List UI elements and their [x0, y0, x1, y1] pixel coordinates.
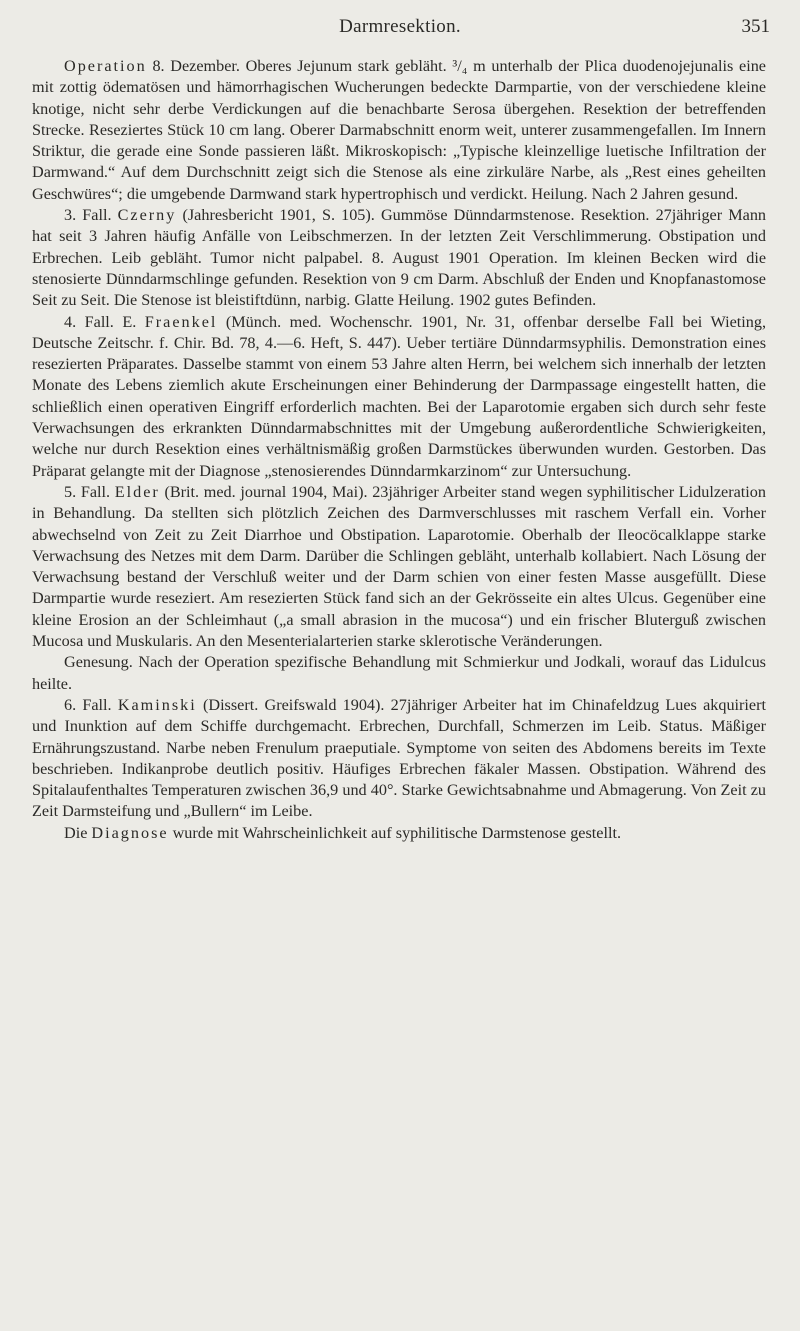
paragraph-text: Genesung. Nach der Operation spezifische Behandlung mit Schmierkur und Jodkali, worauf das Lidulcus heilte. — [32, 653, 766, 693]
paragraph-case-3 — [32, 205, 766, 311]
paragraph-text: (Münch. med. Wochenschr. 1901, Nr. 31, offenbar derselbe Fall bei Wieting, Deutsche Zeitschr. f. Chir. Bd. 78, 4.—6. Heft, S. 447). Ueber tertiäre Dünndarmsyphilis. Demonstration eines resezierten Präparates. Dasselbe stammt von einem 53 Jahre alten Herrn, bei welchem sich innerhalb der letzten Monate des Lebens ziemlich akute Erscheinungen einer Behinderung der Darmpassage eingestellt hatten, die schließlich einen operativen Eingriff erforderlich machten. Bei der Laparotomie ergaben sich durch sehr feste Verwachsungen des erkrankten Dünndarmabschnittes mit der Umgebung außerordentliche Schwierigkeiten, welche nur durch Resektion eines verhältnismäßig großen Darmstückes überwunden wurden. Gestorben. Das Präparat gelangte mit der Diagnose „stenosierendes Dünndarmkarzinom“ zur Untersuchung. — [32, 312, 766, 480]
paragraph-case-6 — [32, 695, 766, 823]
paragraph-lead-spaced: Kaminski — [117, 695, 197, 714]
paragraph-operation-report — [32, 56, 766, 205]
paragraph-case-4 — [32, 312, 766, 482]
page-header — [0, 8, 800, 48]
paragraph-diagnosis — [32, 823, 766, 844]
paragraph-text: wurde mit Wahrscheinlichkeit auf syphilitische Darmstenose gestellt. — [168, 823, 621, 842]
page-number: 351 — [741, 16, 770, 37]
paragraph-lead: 3. Fall. — [64, 206, 118, 225]
paragraph-text: 8. Dezember. Oberes Jejunum stark gebläht. ³/₄ m unterhalb der Plica duodenojejunalis eine mit zottig ödematösen und hämorrhagischen Wucherungen bedeckte Darmpartie, von der verschiedene kleine knotige, nicht sehr derbe Verdickungen auf die benachbarte Serosa übergehen. Resektion der betreffenden Strecke. Reseziertes Stück 10 cm lang. Oberer Darmabschnitt enorm weit, unterer zusammengefallen. Im Innern Striktur, die gerade eine Sonde passieren läßt. Mikroskopisch: „Typische kleinzellige luetische Infiltration der Darmwand.“ Auf dem Durchschnitt zeigt sich die Stenose als eine zirkuläre Narbe, als „Rest eines geheilten Geschwüres“; die umgebende Darmwand stark hypertrophisch und verdickt. Heilung. Nach 2 Jahren gesund. — [32, 57, 766, 203]
paragraph-recovery — [32, 652, 766, 695]
running-title: Darmresektion. — [339, 16, 461, 37]
paragraph-lead: 5. Fall. — [64, 482, 115, 501]
paragraph-text: (Jahresbericht 1901, S. 105). Gummöse Dünndarmstenose. Resektion. 27jähriger Mann hat seit 3 Jahren häufig Anfälle von Leibschmerzen. In der letzten Zeit Verschlimmerung. Obstipation und Erbrechen. Leib gebläht. Tumor nicht palpabel. 8. August 1901 Operation. Im kleinen Becken wird die stenosierte Dünndarmschlinge gefunden. Resektion von 9 cm Darm. Abschluß der Enden und Knopfanastomose Seit zu Seit. Die Stenose ist bleistiftdünn, narbig. Glatte Heilung. 1902 gutes Befinden. — [32, 206, 767, 310]
paragraph-lead-spaced: Fraenkel — [144, 312, 218, 331]
paragraph-lead: Die — [64, 823, 92, 842]
body-text — [32, 56, 766, 844]
paragraph-lead-spaced: Diagnose — [91, 823, 169, 842]
paragraph-lead: 6. Fall. — [64, 695, 118, 714]
paragraph-text: (Dissert. Greifswald 1904). 27jähriger Arbeiter hat im Chinafeldzug Lues akquiriert und Inunktion auf dem Schiffe durchgemacht. Erbrechen, Durchfall, Schmerzen im Leib. Status. Mäßiger Ernährungszustand. Narbe neben Frenulum praeputiale. Symptome von seiten des Abdomens bereits im Texte beschrieben. Indikanprobe deutlich positiv. Häufiges Erbrechen fäkaler Massen. Obstipation. Während des Spitalaufenthaltes Temperaturen zwischen 36,9 und 40°. Starke Gewichtsabnahme und Abmagerung. Von Zeit zu Zeit Darmsteifung und „Bullern“ im Leibe. — [32, 695, 766, 821]
paragraph-lead-spaced: Elder — [114, 482, 160, 501]
paragraph-lead-spaced: Czerny — [117, 206, 177, 225]
paragraph-case-5 — [32, 482, 766, 652]
paragraph-lead: 4. Fall. E. — [64, 312, 145, 331]
paragraph-lead-spaced: Operation — [64, 57, 147, 75]
paragraph-text: (Brit. med. journal 1904, Mai). 23jähriger Arbeiter stand wegen syphilitischer Lidulzeration in Behandlung. Da stellten sich plötzlich Zeichen des Darmverschlusses mit raschem Verfall ein. Vorher abwechselnd von Zeit zu Zeit Diarrhoe und Obstipation. Laparotomie. Oberhalb der Ileocöcalklappe starke Verwachsung des Netzes mit dem Darm. Darüber die Schlingen gebläht, unterhalb kollabiert. Nach Lösung der Verwachsung bestand der Verschluß weiter und der Darm schien von einer festen Masse ausgefüllt. Diese Darmpartie wurde reseziert. Am resezierten Stück fand sich an der Gekrösseite ein altes Ulcus. Gegenüber eine kleine Erosion an der Schleimhaut („a small abrasion in the mucosa“) und ein frischer Bluterguß zwischen Mucosa und Muskularis. An den Mesenterialarterien starke sklerotische Veränderungen. — [32, 482, 766, 651]
